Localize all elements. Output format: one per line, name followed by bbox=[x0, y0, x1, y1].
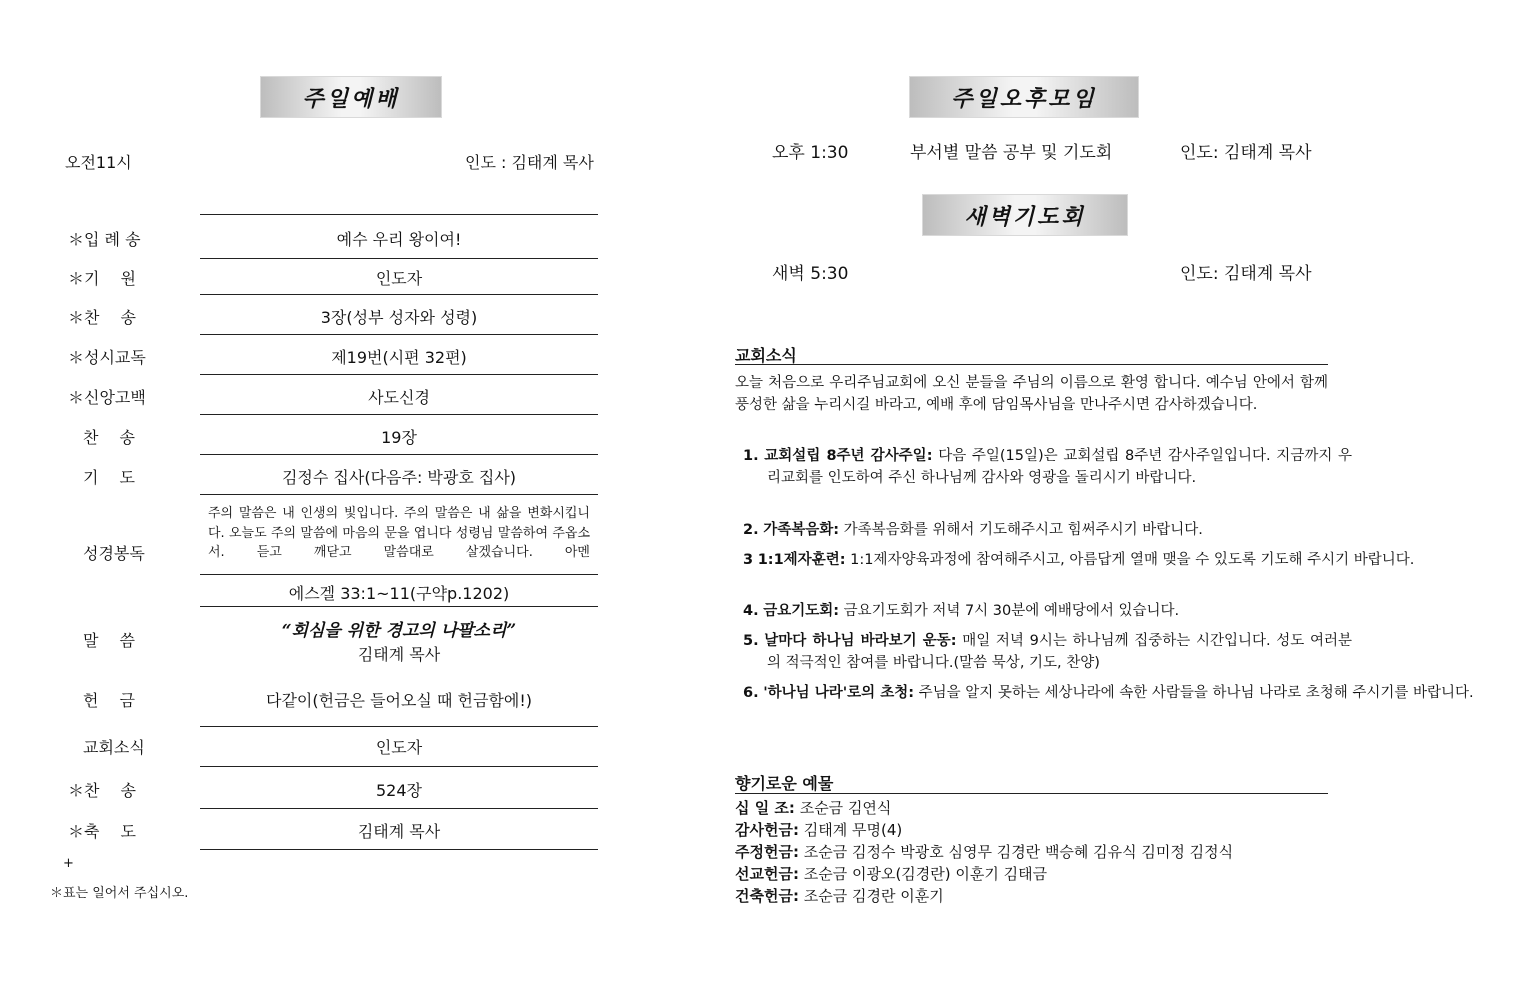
divider bbox=[200, 849, 598, 850]
sermon-title: “회심을 위한 경고의 나팔소리” bbox=[281, 621, 517, 641]
offering-row bbox=[735, 885, 944, 906]
news-item-head: 날마다 하나님 바라보기 운동: bbox=[764, 633, 957, 649]
offering-label: 건축헌금: bbox=[735, 887, 799, 905]
order-label: ＊신앙고백 bbox=[68, 388, 146, 407]
order-label: ＊기 원 bbox=[68, 269, 136, 288]
offering-names: 조순금 김경란 이훈기 bbox=[803, 887, 944, 905]
scripture-reading-text: 주의 말씀은 내 인생의 빛입니다. 주의 말씀은 내 삶을 변화시킵니다. 오늘도 주의 말씀에 마음의 문을 엽니다 성령님 말씀하여 주옵소서. 듣고 깨닫고 말씀대로 살겠습니다. 아멘 bbox=[208, 506, 590, 560]
order-value: 사도신경 bbox=[368, 388, 430, 407]
news-item-text: 주님을 알지 못하는 세상나라에 속한 사람들을 하나님 나라로 초청해 주시기를 바랍니다. bbox=[918, 685, 1474, 701]
offering-row bbox=[735, 863, 1047, 884]
news-intro: 오늘 처음으로 우리주님교회에 오신 분들을 주님의 이름으로 환영 합니다. 예수님 안에서 함께 풍성한 삶을 누리시길 바라고, 예배 후에 담임목사님을 만나주시면 감사하겠습니다. bbox=[735, 375, 1328, 413]
order-value: 19장 bbox=[381, 428, 417, 447]
news-item-number: 3 bbox=[743, 552, 754, 568]
title-dawn-prayer: 새벽기도회 bbox=[922, 194, 1128, 236]
divider bbox=[200, 766, 598, 767]
afternoon-time: 오후 1:30 bbox=[772, 143, 849, 163]
news-item-head: 교회설립 8주년 감사주일: bbox=[764, 448, 933, 464]
news-item-text: 가족복음화를 위해서 기도해주시고 힘써주시기 바랍니다. bbox=[843, 522, 1203, 538]
news-item-head: 1:1제자훈련: bbox=[757, 552, 846, 568]
news-item-text: 1:1제자양육과정에 참여해주시고, 아름답게 열매 맺을 수 있도록 기도해 주시기 바랍니다. bbox=[850, 552, 1415, 568]
divider bbox=[200, 454, 598, 455]
afternoon-leader: 인도: 김태계 목사 bbox=[1180, 143, 1312, 163]
news-item bbox=[743, 630, 1352, 674]
order-label: 교회소식 bbox=[83, 738, 145, 757]
scripture-reference: 에스겔 33:1~11(구약p.1202) bbox=[288, 584, 510, 603]
news-item bbox=[743, 519, 1328, 541]
divider bbox=[200, 374, 598, 375]
order-label: 헌 금 bbox=[83, 691, 135, 710]
news-item-head: '하나님 나라'로의 초청: bbox=[763, 685, 915, 701]
title-afternoon-meeting: 주일오후모임 bbox=[909, 76, 1139, 118]
order-value: 김태계 목사 bbox=[357, 822, 441, 841]
section-heading-news: 교회소식 bbox=[735, 346, 797, 365]
offering-label: 선교헌금: bbox=[735, 865, 799, 883]
section-heading-offerings: 향기로운 예물 bbox=[735, 774, 834, 793]
news-item-text: 다음 주일(15일)은 교회설립 8주년 감사주일입니다. 지금까지 우리교회를 인도하여 주신 하나님께 감사와 영광을 돌리시기 바랍니다. bbox=[767, 448, 1353, 486]
order-value: 3장(성부 성자와 성령) bbox=[320, 308, 478, 327]
order-value: 다같이(헌금은 들어오실 때 헌금함에!) bbox=[266, 691, 532, 710]
worship-leader: 인도 : 김태계 목사 bbox=[465, 153, 594, 172]
divider bbox=[200, 258, 598, 259]
news-item-number: 6. bbox=[743, 685, 759, 701]
offering-names: 김태계 무명(4) bbox=[803, 821, 903, 839]
news-item-head: 금요기도회: bbox=[763, 603, 840, 619]
news-item-number: 1. bbox=[743, 448, 759, 464]
order-value: 김정수 집사(다음주: 박광호 집사) bbox=[281, 468, 517, 487]
order-label: 성경봉독 bbox=[83, 544, 145, 563]
order-value: 제19번(시편 32편) bbox=[331, 348, 467, 367]
divider bbox=[200, 606, 598, 607]
order-value: 인도자 bbox=[375, 269, 423, 288]
divider bbox=[200, 808, 598, 809]
order-label: 기 도 bbox=[83, 468, 135, 487]
order-value: 524장 bbox=[376, 781, 422, 800]
offering-label: 주정헌금: bbox=[735, 843, 799, 861]
page-title-sunday-worship: 주일예배 bbox=[260, 76, 442, 118]
news-item bbox=[743, 682, 1536, 704]
plus-mark: + bbox=[63, 856, 74, 871]
dawn-leader: 인도: 김태계 목사 bbox=[1180, 264, 1312, 284]
news-item-number: 5. bbox=[743, 633, 759, 649]
news-item bbox=[743, 445, 1352, 489]
order-value: 인도자 bbox=[375, 738, 423, 757]
dawn-time: 새벽 5:30 bbox=[772, 264, 849, 284]
divider bbox=[200, 574, 598, 575]
news-item-number: 4. bbox=[743, 603, 759, 619]
offering-row bbox=[735, 841, 1233, 862]
divider bbox=[735, 793, 1328, 794]
offering-label: 감사헌금: bbox=[735, 821, 799, 839]
news-item bbox=[743, 600, 1328, 622]
offering-names: 조순금 김정수 박광호 심영무 김경란 백승혜 김유식 김미정 김정식 bbox=[803, 843, 1234, 861]
news-item-text: 금요기도회가 저녁 7시 30분에 예배당에서 있습니다. bbox=[843, 603, 1180, 619]
divider bbox=[200, 214, 598, 215]
order-value: 예수 우리 왕이여! bbox=[336, 230, 462, 249]
order-label: ＊성시교독 bbox=[68, 348, 146, 367]
news-item-text: 매일 저녁 9시는 하나님께 집중하는 시간입니다. 성도 여러분의 적극적인 참여를 바랍니다.(말씀 묵상, 기도, 찬양) bbox=[767, 633, 1353, 671]
order-label: ＊찬 송 bbox=[68, 308, 136, 327]
news-item-number: 2. bbox=[743, 522, 759, 538]
sermon-preacher: 김태계 목사 bbox=[357, 645, 441, 664]
footnote: ＊표는 일어서 주십시오. bbox=[50, 886, 189, 901]
divider bbox=[200, 334, 598, 335]
order-label: 말 씀 bbox=[83, 631, 135, 650]
offering-row bbox=[735, 819, 902, 840]
afternoon-desc: 부서별 말씀 공부 및 기도회 bbox=[910, 143, 1113, 163]
offering-row bbox=[735, 797, 891, 818]
divider bbox=[200, 414, 598, 415]
order-label: ＊축 도 bbox=[68, 822, 136, 841]
order-label: ＊찬 송 bbox=[68, 781, 136, 800]
news-item-head: 가족복음화: bbox=[763, 522, 840, 538]
offering-names: 조순금 김연식 bbox=[799, 799, 892, 817]
order-label: 찬 송 bbox=[83, 428, 135, 447]
order-label: ＊입 례 송 bbox=[68, 230, 141, 249]
divider bbox=[735, 364, 1328, 365]
divider bbox=[200, 494, 598, 495]
worship-time: 오전11시 bbox=[65, 153, 132, 172]
news-item bbox=[743, 549, 1450, 571]
divider bbox=[200, 726, 598, 727]
offering-label: 십 일 조: bbox=[735, 799, 795, 817]
offering-names: 조순금 이광오(김경란) 이훈기 김태금 bbox=[803, 865, 1048, 883]
divider bbox=[200, 294, 598, 295]
